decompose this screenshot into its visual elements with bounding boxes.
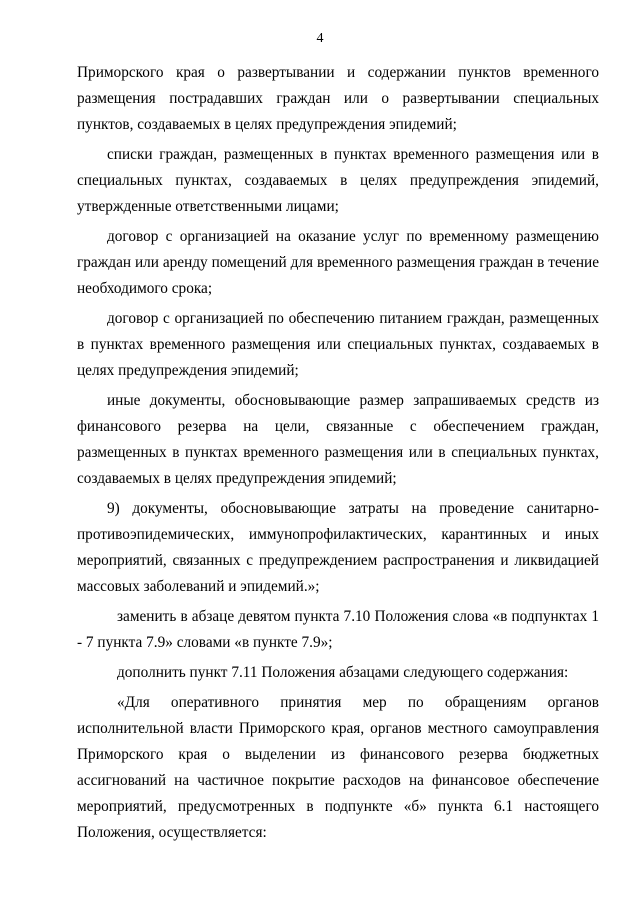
paragraph-4: договор с организацией по обеспечению питанием граждан, размещенных в пунктах временного размещения или специальных пунктах, создаваемых в целях предупреждения эпидемий;: [77, 310, 599, 379]
paragraph-8: дополнить пункт 7.11 Положения абзацами следующего содержания:: [117, 664, 569, 681]
paragraph-1: Приморского края о развертывании и содержании пунктов временного размещения пострадавших граждан или о развертывании специальных пунктов, создаваемых в целях предупреждения эпидемий;: [77, 64, 599, 133]
paragraph-9: «Для оперативного принятия мер по обращениям органов исполнительной власти Приморского края, органов местного самоуправления Приморского края о выделении из финансового резерва бюджетных ассигнований на частичное покрытие расходов на финансовое обеспечение мероприятий, предусмотренных в подпункте «б» пункта 6.1 настоящего Положения, осуществляется:: [77, 694, 599, 841]
page-number: 4: [316, 31, 324, 46]
paragraph-2: списки граждан, размещенных в пунктах временного размещения или в специальных пунктах, создаваемых в целях предупреждения эпидемий, утвержденные ответственными лицами;: [77, 146, 599, 215]
paragraph-6: 9) документы, обосновывающие затраты на проведение санитарно-противоэпидемических, иммунопрофилактических, карантинных и иных мероприятий, связанных с предупреждением распространения и ликвидацией массовых заболеваний и эпидемий.»;: [77, 500, 599, 595]
paragraph-7: заменить в абзаце девятом пункта 7.10 Положения слова «в подпунктах 1 - 7 пункта 7.9» словами «в пункте 7.9»;: [77, 608, 599, 651]
paragraph-3: договор с организацией на оказание услуг по временному размещению граждан или аренду помещений для временного размещения граждан в течение необходимого срока;: [77, 228, 599, 297]
paragraph-5: иные документы, обосновывающие размер запрашиваемых средств из финансового резерва на цели, связанные с обеспечением граждан, размещенных в пунктах временного размещения или в специальных пунктах, создаваемых в целях предупреждения эпидемий;: [77, 392, 599, 487]
document-body: [77, 60, 599, 850]
